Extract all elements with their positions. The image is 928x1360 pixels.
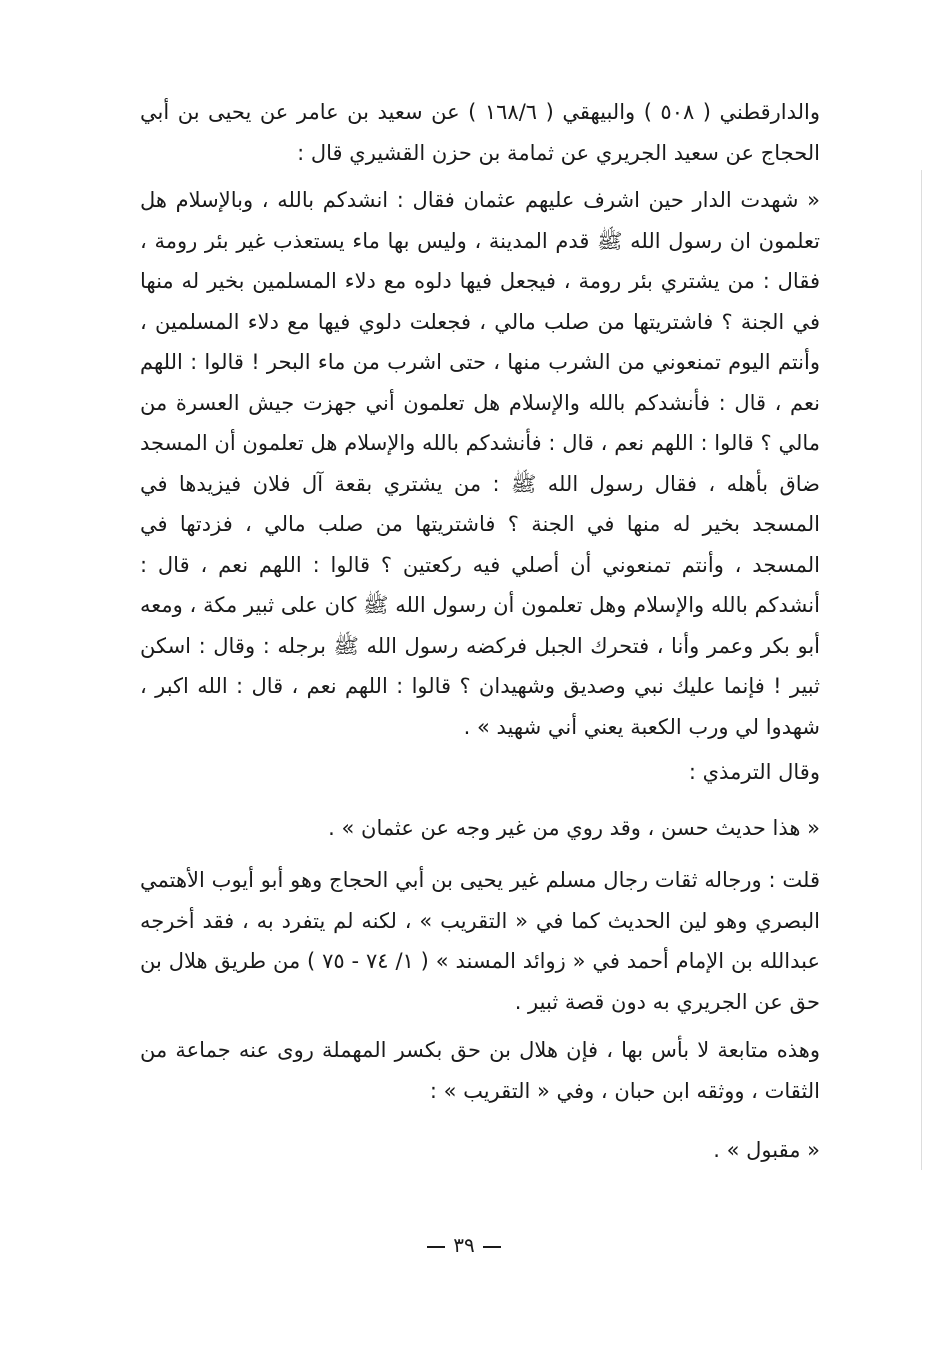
paragraph-corroboration: وهذه متابعة لا بأس بها ، فإن هلال بن حق بكسر المهملة روى عنه جماعة من الثقات ، ووثقه ابن حبان ، وفي « التقريب » : <box>140 1038 820 1103</box>
paragraph-citation-sources: والدارقطني ( ٥٠٨ ) والبيهقي ( ١٦٨/٦ ) عن سعيد بن عامر عن يحيى بن أبي الحجاج عن سعيد الجريري عن ثمامة بن حزن القشيري قال : <box>140 100 820 165</box>
page-number-value: ٣٩ <box>453 1233 475 1257</box>
paragraph-narrators-analysis: قلت : ورجاله ثقات رجال مسلم غير يحيى بن أبي الحجاج وهو أبو أيوب الأهتمي البصري وهو لين الحديث كما في « التقريب » ، لكنه لم يتفرد به ، فقد أخرجه عبدالله بن الإمام أحمد في « زوائد المسند » ( ١/ ٧٤ - ٧٥ ) من طريق هلال بن حق عن الجريري به دون قصة ثبير . <box>140 868 820 1014</box>
paragraph-grade-quote: « مقبول » . <box>713 1138 820 1162</box>
paragraph-tirmidhi-intro: وقال الترمذي : <box>688 760 820 784</box>
page-number <box>0 1230 928 1260</box>
paragraph-tirmidhi-quote: « هذا حديث حسن ، وقد روي من غير وجه عن عثمان » . <box>328 816 820 840</box>
scan-edge-line <box>921 170 922 1170</box>
page-number-dash-left <box>427 1246 445 1248</box>
page-number-dash-right <box>483 1246 501 1248</box>
paragraph-hadith-text: « شهدت الدار حين اشرف عليهم عثمان فقال : انشدكم بالله ، وبالإسلام هل تعلمون ان رسول الله ﷺ قدم المدينة ، وليس بها ماء يستعذب غير بئر رومة ، فقال : من يشتري بئر رومة ، فيجعل فيها دلوه مع دلاء المسلمين بخير له منها في الجنة ؟ فاشتريتها من صلب مالي ، فجعلت دلوي فيها مع دلاء المسلمين ، وأنتم اليوم تمنعوني من الشرب منها ، حتى اشرب من ماء البحر ! قالوا : اللهم نعم ، قال : فأنشدكم بالله والإسلام هل تعلمون أني جهزت جيش العسرة من مالي ؟ قالوا : اللهم نعم ، قال : فأنشدكم بالله والإسلام هل تعلمون أن المسجد ضاق بأهله ، فقال رسول الله ﷺ : من يشتري بقعة آل فلان فيزيدها في المسجد بخير له منها في الجنة ؟ فاشتريتها من صلب مالي ، فزدتها في المسجد ، وأنتم تمنعوني أن أصلي فيه ركعتين ؟ قالوا : اللهم نعم ، قال : أنشدكم بالله والإسلام وهل تعلمون أن رسول الله ﷺ كان على ثبير مكة ، ومعه أبو بكر وعمر وأنا ، فتحرك الجبل فركضه رسول الله ﷺ برجله : وقال : اسكن ثبير ! فإنما عليك نبي وصديق وشهيدان ؟ قالوا : اللهم نعم ، قال : الله اكبر ، شهدوا لي ورب الكعبة يعني أني شهيد » . <box>140 188 820 739</box>
